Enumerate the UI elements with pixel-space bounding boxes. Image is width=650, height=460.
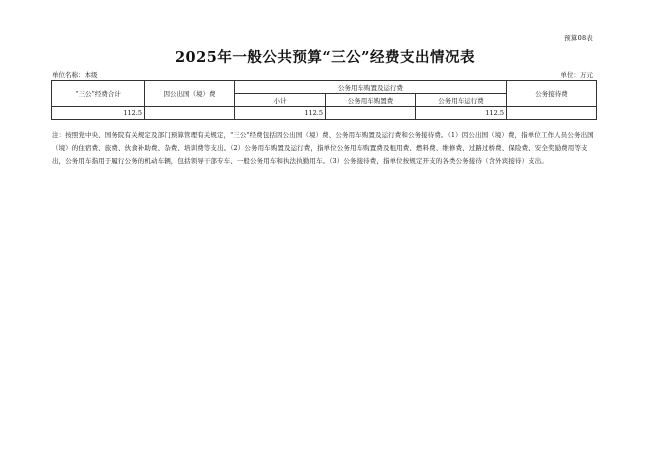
unit-name-label: 单位名称：本级 xyxy=(52,71,98,79)
cell-abroad xyxy=(145,107,235,120)
table-header-row xyxy=(52,81,597,94)
header-vehicle-operation: 公务用车运行费 xyxy=(416,94,507,107)
header-total: “三公”经费合计 xyxy=(52,81,145,107)
form-code: 预算08表 xyxy=(564,34,593,42)
footnote: 注：按照党中央、国务院有关规定及部门预算管理有关规定，"三公"经费包括因公出国（境）费、公务用车购置及运行费和公务接待费。（1）因公出国（境）费，指单位工作人员公务出国（境）的住宿费、旅费、伙食补助费、杂费、培训费等支出。（2）公务用车购置及运行费，指单位公务用车购置费及租用费、燃料费、维修费、过路过桥费、保险费、安全奖励费用等支出，公务用车指用于履行公务的机动车辆，包括领导干部专车、一般公务用车和执法执勤用车。（3）公务接待费，指单位按规定开支的各类公务接待（含外宾接待）支出。 xyxy=(52,131,594,165)
cell-reception xyxy=(507,107,597,120)
cell-vehicle-operation: 112.5 xyxy=(416,107,507,120)
header-reception: 公务接待费 xyxy=(507,81,597,107)
cell-total: 112.5 xyxy=(52,107,145,120)
header-abroad: 因公出国（境）费 xyxy=(145,81,235,107)
page-title: 2025年一般公共预算“三公”经费支出情况表 xyxy=(174,49,476,66)
cell-vehicle-purchase xyxy=(326,107,416,120)
cell-subtotal: 112.5 xyxy=(235,107,326,120)
header-subtotal: 小计 xyxy=(235,94,326,107)
header-vehicle-group: 公务用车购置及运行费 xyxy=(235,81,507,94)
budget-table xyxy=(51,80,597,120)
currency-unit-label: 单位：万元 xyxy=(560,71,593,79)
table-row xyxy=(52,107,597,120)
header-vehicle-purchase: 公务用车购置费 xyxy=(326,94,416,107)
